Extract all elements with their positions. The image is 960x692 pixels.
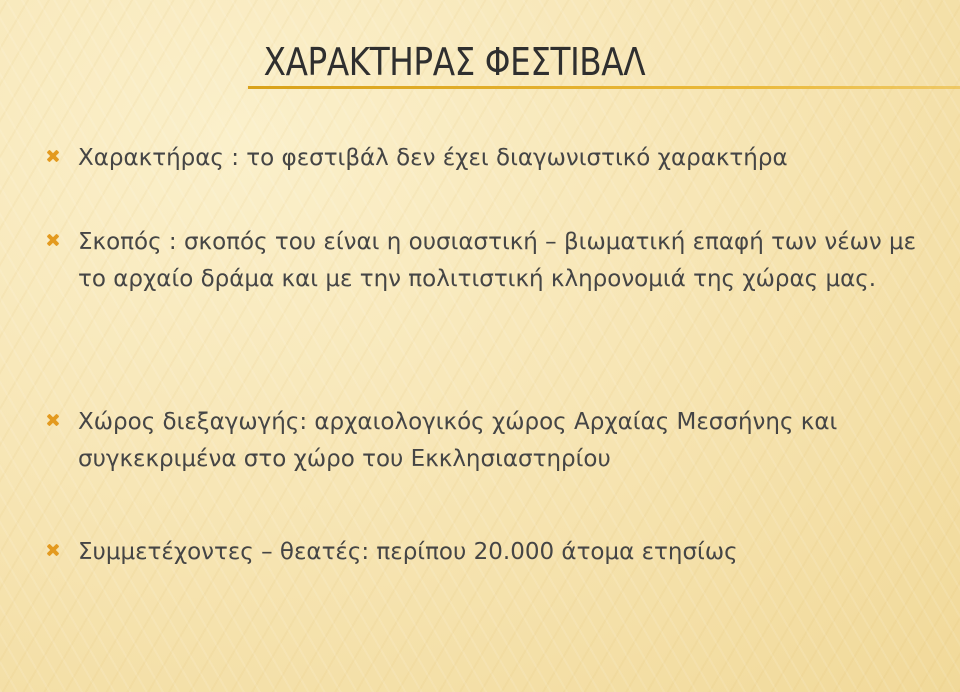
bullet-text: Χώρος διεξαγωγής: αρχαιολογικός χώρος Αρχαίας Μεσσήνης και συγκεκριμένα στο χώρο του Εκκλησιαστηρίου <box>78 409 838 472</box>
x-mark-icon <box>46 413 60 427</box>
x-mark-icon <box>46 149 60 163</box>
x-mark-icon <box>46 233 60 247</box>
x-mark-icon <box>46 543 60 557</box>
slide-title: ΧΑΡΑΚΤΗΡΑΣ ΦΕΣΤΙΒΑΛ <box>263 40 646 84</box>
bullet-text: Συμμετέχοντες – θεατές: περίπου 20.000 άτομα ετησίως <box>78 539 738 565</box>
bullet-text: Σκοπός : σκοπός του είναι η ουσιαστική – βιωματική επαφή των νέων με το αρχαίο δράμα και με την πολιτιστική κληρονομιά της χώρας μας. <box>78 229 917 292</box>
bullet-text: Χαρακτήρας : το φεστιβάλ δεν έχει διαγωνιστικό χαρακτήρα <box>78 145 788 171</box>
title-underline <box>248 86 960 89</box>
